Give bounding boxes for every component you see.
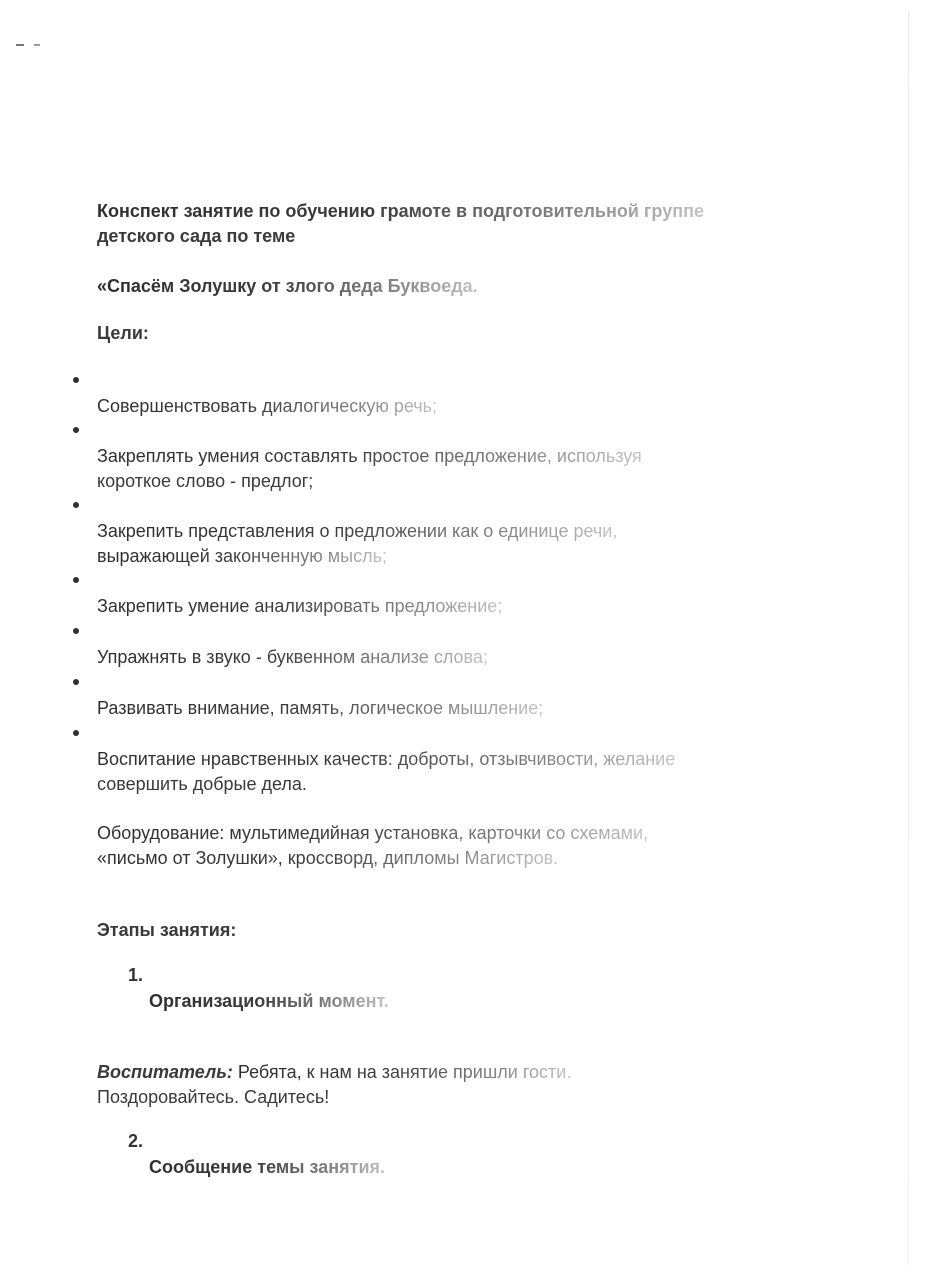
stages-heading: Этапы занятия: xyxy=(97,920,237,940)
goal-item: Совершенствовать диалогическую речь; xyxy=(97,396,438,416)
stage-number: 2. xyxy=(128,1131,144,1151)
goal-item: Упражнять в звуко - буквенном анализе слова; xyxy=(97,647,488,667)
stage-title: Организационный момент. xyxy=(149,991,389,1011)
dialogue-line-2: Поздоровайтесь. Садитесь! xyxy=(97,1087,330,1107)
goal-item: Развивать внимание, память, логическое мышление; xyxy=(97,698,544,718)
stage-title: Сообщение темы занятия. xyxy=(149,1157,386,1177)
dialogue-paragraph xyxy=(97,1060,837,1110)
document-subtitle: «Спасём Золушку от злого деда Буквоеда. xyxy=(97,276,478,296)
goal-item: Закрепить умение анализировать предложение; xyxy=(97,596,503,616)
title-line-1: Конспект занятие по обучению грамоте в подготовительной группе xyxy=(97,201,704,221)
bullet-marker xyxy=(73,502,79,508)
bullet-marker xyxy=(73,628,79,634)
goal-item: Воспитание нравственных качеств: доброты, отзывчивости, желание совершить добрые дела. xyxy=(97,749,676,794)
bullet-marker xyxy=(73,577,79,583)
scan-mark xyxy=(16,44,56,46)
goal-item: Закрепить представления о предложении как о единице речи, выражающей законченную мысль; xyxy=(97,521,618,566)
speaker-label: Воспитатель: xyxy=(97,1062,233,1082)
bullet-marker xyxy=(73,427,79,433)
dialogue-line-1: Ребята, к нам на занятие пришли гости. xyxy=(232,1062,572,1082)
goals-heading: Цели: xyxy=(97,323,149,343)
stage-number: 1. xyxy=(128,965,144,985)
scan-page-edge xyxy=(908,10,909,1265)
goal-item: Закреплять умения составлять простое предложение, используя короткое слово - предлог; xyxy=(97,446,642,491)
bullet-marker xyxy=(73,730,79,736)
title-line-2: детского сада по теме xyxy=(97,226,296,246)
bullet-marker xyxy=(73,679,79,685)
document-title xyxy=(97,199,837,249)
bullet-marker xyxy=(73,377,79,383)
equipment-paragraph: Оборудование: мультимедийная установка, карточки со схемами, «письмо от Золушки», кроссворд, дипломы Магистров. xyxy=(97,823,649,868)
